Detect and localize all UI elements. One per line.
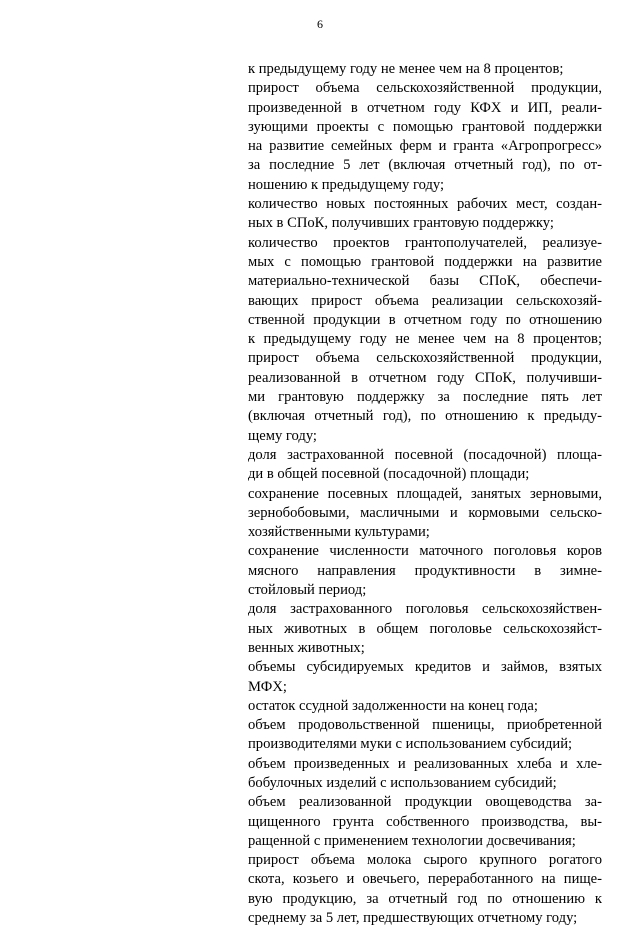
text-line: к предыдущему году не менее чем на 8 процентов;: [248, 331, 602, 348]
text-line: ных животных в общем поголовье сельскохозяйст-: [248, 620, 602, 637]
text-line: мых с помощью грантовой поддержки на развитие: [248, 253, 602, 270]
text-line: объем продовольственной пшеницы, приобретенной: [248, 717, 602, 734]
text-line: ственной продукции в отчетном году по отношению: [248, 311, 602, 328]
document-body: [248, 60, 602, 928]
text-line: щищенного грунта собственного производства, вы-: [248, 813, 602, 830]
text-line: к предыдущему году не менее чем на 8 процентов;: [248, 61, 564, 77]
text-line: ми грантовую поддержку за последние пять лет: [248, 389, 602, 406]
text-line: объемы субсидируемых кредитов и займов, взятых: [248, 659, 602, 676]
text-line: МФХ;: [248, 678, 287, 695]
text-line: материально-технической базы СПоК, обеспечи-: [248, 273, 602, 290]
text-line: объем реализованной продукции овощеводства за-: [248, 794, 602, 811]
text-line: зующими проекты с помощью грантовой поддержки: [248, 118, 602, 135]
text-line: сохранение численности маточного поголовья коров: [248, 543, 602, 560]
page-number: 6: [317, 17, 323, 31]
text-line: ди в общей посевной (посадочной) площади;: [248, 466, 530, 483]
text-line: среднему за 5 лет, предшествующих отчетному году;: [248, 910, 578, 927]
text-line: за последние 5 лет (включая отчетный год), по от-: [248, 157, 602, 174]
text-line: объем произведенных и реализованных хлеба и хле-: [248, 755, 602, 772]
text-line: доля застрахованного поголовья сельскохозяйствен-: [248, 601, 602, 618]
text-line: на развитие семейных ферм и гранта «Агропрогресс»: [248, 138, 602, 155]
text-line: щему году;: [248, 427, 317, 444]
text-line: доля застрахованной посевной (посадочной) площа-: [248, 446, 602, 463]
text-line: мясного направления продуктивности в зимне-: [248, 562, 602, 579]
text-line: бобулочных изделий с использованием субсидий;: [248, 774, 557, 791]
text-line: количество проектов грантополучателей, реализуе-: [248, 234, 602, 251]
text-line: вую продукцию, за отчетный год по отношению к: [248, 890, 602, 907]
text-line: (включая отчетный год), по отношению к предыду-: [248, 408, 602, 425]
text-line: вающих прирост объема реализации сельскохозяй-: [248, 292, 602, 309]
text-line: ношению к предыдущему году;: [248, 176, 445, 193]
text-line: количество новых постоянных рабочих мест, создан-: [248, 196, 602, 213]
text-line: ращенной с применением технологии досвечивания;: [248, 832, 576, 849]
text-line: произведенной в отчетном году КФХ и ИП, реали-: [248, 99, 602, 116]
text-line: ных в СПоК, получивших грантовую поддержку;: [248, 215, 554, 232]
text-line: сохранение посевных площадей, занятых зерновыми,: [248, 485, 602, 502]
text-line: реализованной в отчетном году СПоК, получивши-: [248, 369, 602, 386]
text-line: прирост объема сельскохозяйственной продукции,: [248, 80, 602, 97]
text-line: остаток ссудной задолженности на конец года;: [248, 697, 538, 714]
text-line: зернобобовыми, масличными и кормовыми сельско-: [248, 504, 602, 521]
text-line: скота, козьего и овечьего, переработанного на пище-: [248, 871, 602, 888]
text-line: венных животных;: [248, 639, 365, 656]
text-line: производителями муки с использованием субсидий;: [248, 736, 573, 753]
text-line: прирост объема сельскохозяйственной продукции,: [248, 350, 602, 367]
text-line: прирост объема молока сырого крупного рогатого: [248, 852, 602, 869]
text-line: хозяйственными культурами;: [248, 524, 430, 541]
text-line: стойловый период;: [248, 582, 367, 599]
